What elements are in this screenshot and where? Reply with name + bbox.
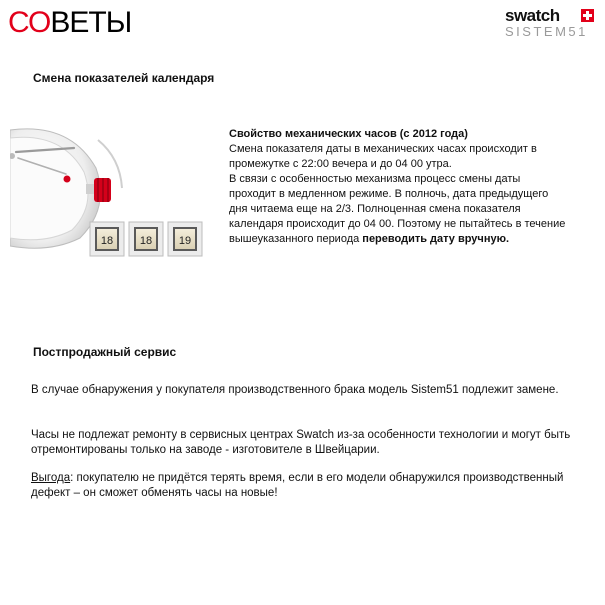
swiss-cross-icon	[581, 9, 594, 22]
calendar-note-line: В связи с особенностью механизма процесс смены даты	[229, 173, 521, 185]
calendar-note-line: дня читаема еще на 2/3. Полноценная смена показателя	[229, 203, 521, 215]
calendar-note-last-prefix: вышеуказанного периода	[229, 233, 363, 245]
benefit-label: Выгода	[31, 472, 71, 484]
calendar-note-line: Смена показателя даты в механических часах происходит в	[229, 143, 537, 155]
date-window-1	[90, 222, 124, 256]
logo-sub: SISTEM51	[505, 24, 588, 39]
page-title-accent: СО	[8, 6, 51, 39]
page-title	[8, 5, 131, 41]
page-title-rest: ВЕТЫ	[50, 6, 132, 39]
calendar-note-line: проходит в медленном режиме. В полночь, дата предыдущего	[229, 188, 549, 200]
service-paragraph-replacement: В случае обнаружения у покупателя производственного брака модель Sistem51 подлежит замене.	[31, 384, 559, 396]
calendar-note-line: календаря происходит до 04 00. Поэтому не пытайтесь в течение	[229, 218, 566, 230]
calendar-note-last-line	[229, 232, 605, 247]
swatch-sistem51-logo	[505, 7, 597, 41]
date-window-2	[129, 222, 163, 256]
calendar-note-warning: переводить дату вручную.	[362, 233, 510, 245]
date-window-text: 19	[178, 235, 192, 247]
watch-illustration	[10, 128, 220, 268]
service-section-heading: Постпродажный сервис	[33, 345, 177, 359]
benefit-text: : покупателю не придётся терять время, если в его модели обнаружился производственный дефект – он сможет обменять часы на новые!	[31, 472, 564, 499]
calendar-note-line: промежутке с 22:00 вечера и до 04 00 утра.	[229, 158, 452, 170]
date-window-text: 18	[100, 235, 114, 247]
calendar-note-title: Свойство механических часов (с 2012 года)	[229, 128, 468, 140]
service-paragraph-benefit	[31, 471, 571, 501]
logo-brand: swatch	[505, 6, 560, 25]
calendar-section-heading: Смена показателей календаря	[33, 71, 215, 85]
date-window-text: 18	[139, 235, 153, 247]
date-window-3	[168, 222, 202, 256]
service-paragraph-repair: Часы не подлежат ремонту в сервисных центрах Swatch из-за особенности технологии и могут быть отремонтированы только на заводе - изготовителе в Швейцарии.	[31, 429, 571, 456]
calendar-note	[229, 127, 605, 247]
